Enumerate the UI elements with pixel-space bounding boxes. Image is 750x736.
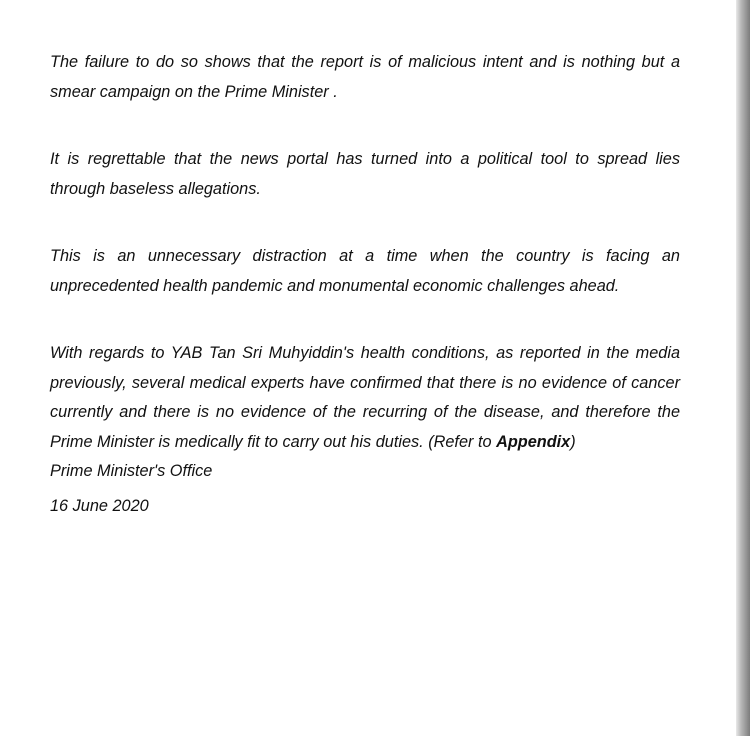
appendix-reference: Appendix: [496, 432, 571, 451]
closing-parenthesis: ): [570, 432, 576, 451]
health-paragraph-text: With regards to YAB Tan Sri Muhyiddin's health conditions, as reported in the media previously, several medical experts have confirmed that there is no evidence of cancer currently and there is no evidence of the recurring of the disease, and therefore the Prime Minister is medically fit to carry out his duties. (Refer to: [50, 344, 680, 451]
document-date: 16 June 2020: [50, 496, 149, 515]
paragraph-distraction: This is an unnecessary distraction at a time when the country is facing an unprecedented health pandemic and monumental economic challenges ahead.: [50, 247, 680, 295]
paragraph-smear-campaign: The failure to do so shows that the report is of malicious intent and is nothing but a smear campaign on the Prime Minister .: [50, 53, 680, 101]
document-body: [50, 48, 680, 521]
paragraph-health-conditions: [50, 339, 680, 457]
paragraph-political-tool: It is regrettable that the news portal has turned into a political tool to spread lies through baseless allegations.: [50, 150, 680, 198]
page-edge-shadow: [736, 0, 750, 736]
signature-office: Prime Minister's Office: [50, 462, 213, 480]
